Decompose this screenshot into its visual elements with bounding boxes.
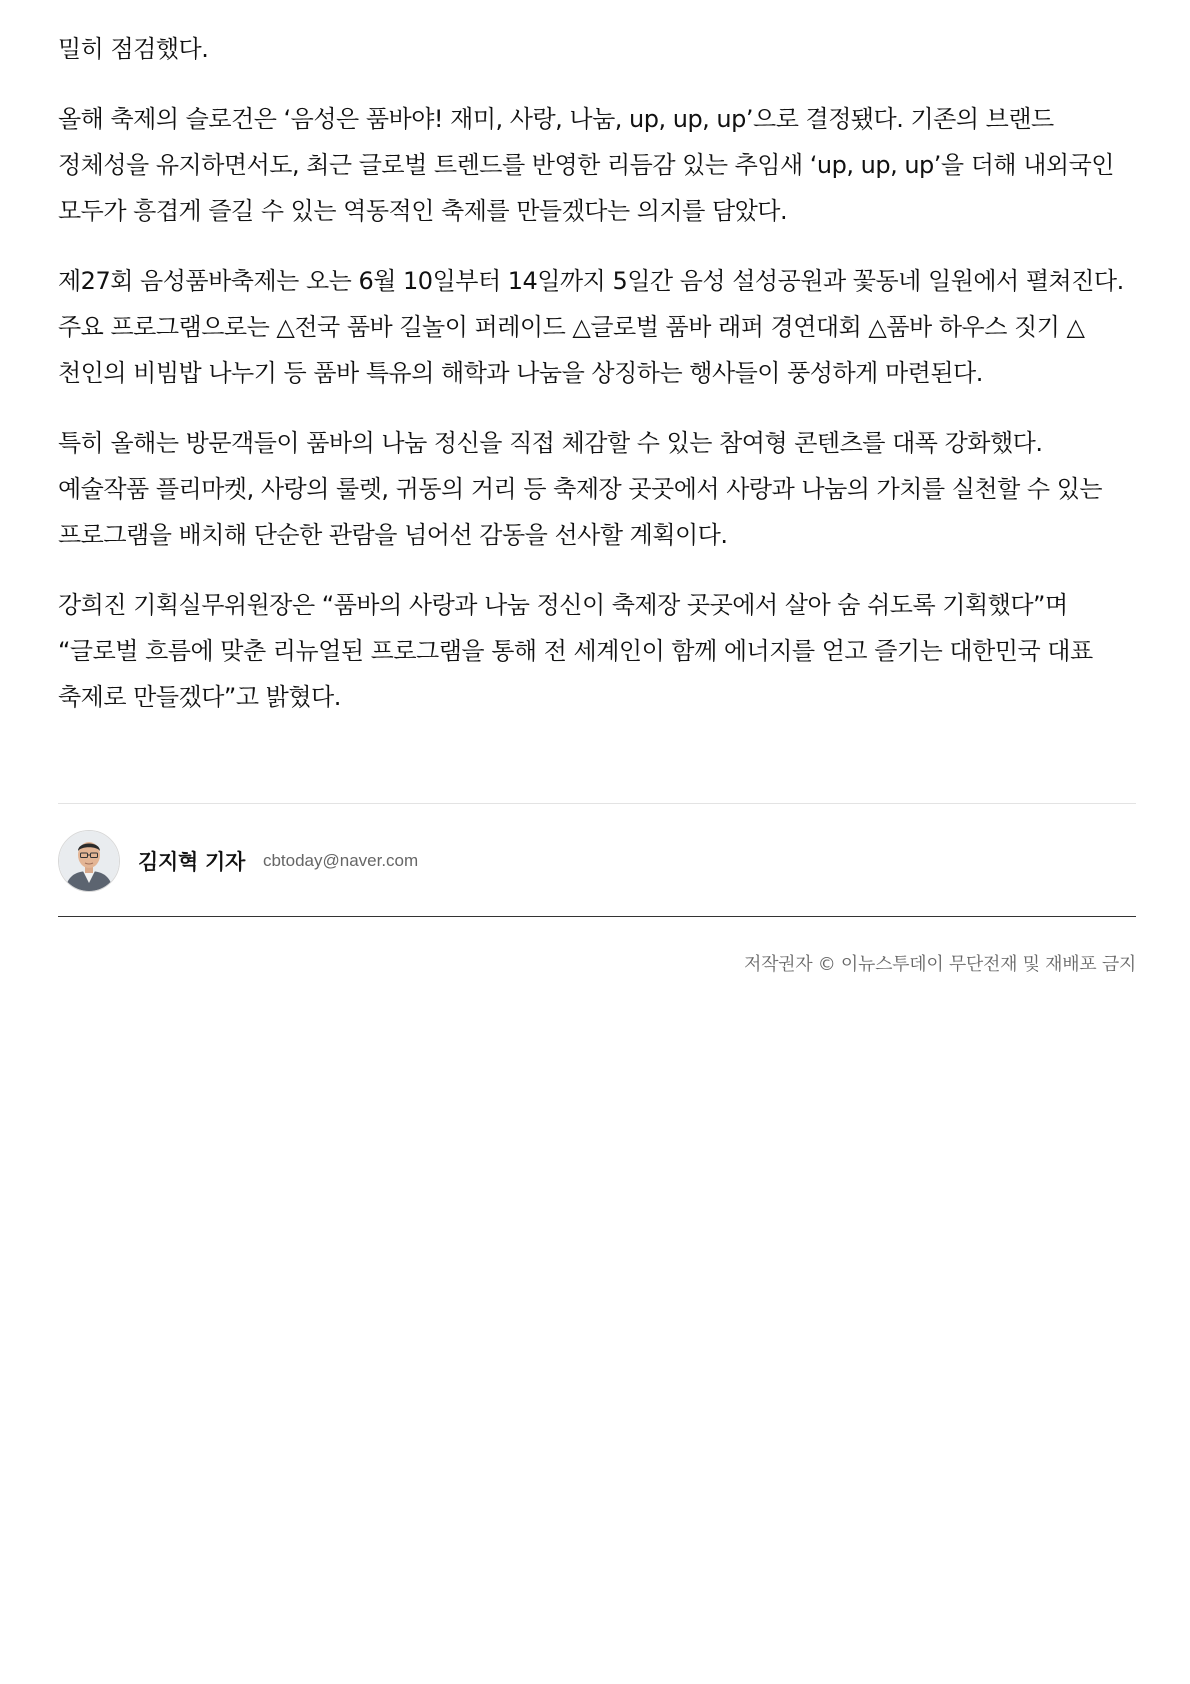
article-paragraph: 올해 축제의 슬로건은 ‘음성은 품바야! 재미, 사랑, 나눔, up, up, up’으로 결정됐다. 기존의 브랜드 정체성을 유지하면서도, 최근 글로벌 트렌드를 반영한 리듬감 있는 추임새 ‘up, up, up’을 더해 내외국인 모두가 흥겹게 즐길 수 있는 역동적인 축제를 만들겠다는 의지를 담았다.: [58, 105, 1114, 225]
article-paragraph: 밀히 점검했다.: [58, 35, 209, 63]
reporter-avatar[interactable]: [58, 830, 120, 892]
reporter-byline: [58, 830, 418, 892]
article-paragraph: 제27회 음성품바축제는 오는 6월 10일부터 14일까지 5일간 음성 설성공원과 꽃동네 일원에서 펼쳐진다. 주요 프로그램으로는 △전국 품바 길놀이 퍼레이드 △글로벌 품바 래퍼 경연대회 △품바 하우스 짓기 △천인의 비빔밥 나누기 등 품바 특유의 해학과 나눔을 상징하는 행사들이 풍성하게 마련된다.: [58, 267, 1124, 387]
copyright-notice: 저작권자 © 이뉴스투데이 무단전재 및 재배포 금지: [744, 954, 1136, 975]
reporter-email[interactable]: cbtoday@naver.com: [262, 851, 419, 870]
reporter-name[interactable]: 김지혁 기자: [138, 850, 245, 874]
article-paragraph: 특히 올해는 방문객들이 품바의 나눔 정신을 직접 체감할 수 있는 참여형 콘텐츠를 대폭 강화했다. 예술작품 플리마켓, 사랑의 룰렛, 귀동의 거리 등 축제장 곳곳에서 사랑과 나눔의 가치를 실천할 수 있는 프로그램을 배치해 단순한 관람을 넘어선 감동을 선사할 계획이다.: [58, 429, 1103, 549]
article-paragraph: 강희진 기획실무위원장은 “품바의 사랑과 나눔 정신이 축제장 곳곳에서 살아 숨 쉬도록 기획했다”며 “글로벌 흐름에 맞춘 리뉴얼된 프로그램을 통해 전 세계인이 함께 에너지를 얻고 즐기는 대한민국 대표 축제로 만들겠다”고 밝혔다.: [58, 591, 1093, 711]
byline-divider-top: [58, 803, 1136, 804]
reporter-photo-icon: [59, 831, 119, 891]
byline-divider-bottom: [58, 916, 1136, 917]
article-body: [58, 26, 1136, 744]
